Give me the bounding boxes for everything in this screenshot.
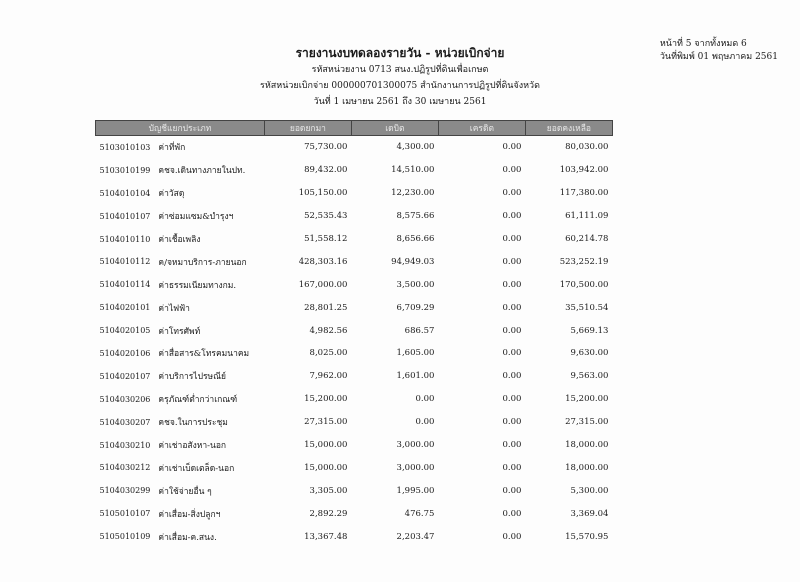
account-name: ค่าที่พัก	[158, 143, 186, 154]
account-name: ค่าเช่าอสังหา-นอก	[158, 441, 227, 452]
credit-amount: 0.00	[502, 508, 522, 519]
credit-amount: 0.00	[502, 531, 522, 542]
account-code: 5104010110	[99, 234, 151, 244]
trial-balance-table	[95, 120, 613, 548]
account-code: 5104010104	[99, 188, 151, 198]
closing-balance: 5,300.00	[570, 485, 609, 496]
account-code: 5103010103	[99, 142, 151, 152]
account-code: 5104020106	[99, 348, 151, 358]
opening-balance: 15,000.00	[304, 440, 348, 451]
table-row	[96, 525, 613, 548]
table-body	[96, 136, 613, 549]
account-code: 5104010107	[99, 211, 151, 221]
account-name: ค่าโทรศัพท์	[158, 326, 201, 337]
credit-amount: 0.00	[502, 188, 522, 199]
closing-balance: 3,369.04	[570, 508, 609, 519]
credit-column-header: เครดิต	[438, 121, 525, 136]
credit-amount: 0.00	[502, 302, 522, 313]
debit-amount: 8,656.66	[396, 234, 435, 244]
table-row	[96, 228, 613, 251]
account-name: คชจ.ในการประชุม	[158, 418, 228, 429]
debit-amount: 1,601.00	[396, 371, 435, 382]
table-row	[96, 159, 613, 182]
page-info	[660, 38, 778, 64]
account-code: 5104030206	[99, 394, 151, 404]
debit-amount: 476.75	[404, 508, 435, 519]
account-name: ค่าเชื้อเพลิง	[158, 235, 201, 245]
account-code: 5105010107	[99, 509, 151, 519]
credit-amount: 0.00	[502, 371, 522, 382]
opening-balance: 7,962.00	[309, 371, 348, 382]
credit-amount: 0.00	[502, 325, 522, 336]
opening-balance: 428,303.16	[298, 256, 348, 267]
account-column-header: บัญชีแยกประเภท	[96, 121, 265, 136]
balance-column-header: ยอดคงเหลือ	[525, 121, 612, 136]
closing-balance: 60,214.78	[565, 234, 609, 244]
closing-balance: 27,315.00	[565, 417, 609, 428]
closing-balance: 18,000.00	[565, 462, 609, 473]
debit-amount: 3,500.00	[396, 279, 435, 290]
account-name: ค่าเช่าเบ็ดเตล็ด-นอก	[158, 463, 235, 474]
table-row	[96, 319, 613, 342]
table-row	[96, 365, 613, 388]
opening-balance: 27,315.00	[304, 417, 348, 428]
closing-balance: 35,510.54	[565, 302, 609, 313]
opening-balance: 105,150.00	[298, 188, 348, 199]
table-row	[96, 411, 613, 434]
account-name: ค/จหมาบริการ-ภายนอก	[158, 257, 247, 268]
closing-balance: 61,111.09	[565, 211, 609, 222]
closing-balance: 18,000.00	[565, 440, 609, 451]
debit-amount: 2,203.47	[396, 531, 435, 542]
table-header-row	[96, 121, 613, 136]
closing-balance: 9,563.00	[570, 371, 609, 382]
account-code: 5104030212	[99, 463, 151, 473]
debit-amount: 4,300.00	[396, 142, 435, 153]
credit-amount: 0.00	[502, 279, 522, 290]
closing-balance: 15,200.00	[565, 394, 609, 405]
account-code: 5103010199	[99, 165, 151, 175]
report-title: รายงานงบทดลองรายวัน - หน่วยเบิกจ่าย	[295, 46, 505, 60]
debit-amount: 14,510.00	[391, 165, 435, 176]
opening-balance: 51,558.12	[304, 234, 348, 244]
disbursement-unit-line: รหัสหน่วยเบิกจ่าย 000000701300075 สำนักงานการปฏิรูปที่ดินจังหวัด	[260, 81, 540, 91]
table-row	[96, 479, 613, 502]
account-name: ค่าวัสดุ	[158, 189, 185, 200]
table-row	[96, 456, 613, 479]
debit-amount: 1,605.00	[396, 348, 435, 359]
account-name: ค่าสื่อสาร&โทรคมนาคม	[158, 349, 250, 360]
print-date: วันที่พิมพ์ 01 พฤษภาคม 2561	[659, 52, 778, 62]
debit-amount: 0.00	[415, 394, 435, 405]
opening-balance: 28,801.25	[304, 302, 348, 313]
closing-balance: 103,942.00	[559, 165, 609, 176]
opening-balance: 15,000.00	[304, 462, 348, 473]
credit-amount: 0.00	[502, 165, 522, 176]
debit-amount: 8,575.66	[396, 211, 435, 222]
closing-balance: 523,252.19	[559, 256, 609, 267]
table-row	[96, 342, 613, 365]
credit-amount: 0.00	[502, 462, 522, 473]
table-row	[96, 250, 613, 273]
table-row	[96, 273, 613, 296]
table-row	[96, 388, 613, 411]
debit-amount: 12,230.00	[391, 188, 435, 199]
closing-balance: 80,030.00	[565, 142, 609, 153]
account-name: ค่าบริการไปรษณีย์	[158, 372, 227, 383]
credit-amount: 0.00	[502, 211, 522, 222]
debit-column-header: เดบิต	[351, 121, 438, 136]
closing-balance: 117,380.00	[559, 188, 609, 199]
account-code: 5104030299	[99, 486, 151, 496]
closing-balance: 15,570.95	[565, 531, 609, 542]
credit-amount: 0.00	[502, 348, 522, 359]
table-row	[96, 136, 613, 159]
table-row	[96, 296, 613, 319]
table-row	[96, 502, 613, 525]
account-code: 5104020107	[99, 371, 151, 381]
opening-balance: 4,982.56	[309, 325, 348, 336]
closing-balance: 5,669.13	[570, 325, 609, 336]
page-number: หน้าที่ 5 จากทั้งหมด 6	[659, 39, 747, 49]
account-name: ค่าซ่อมแซม&บำรุงฯ	[158, 212, 234, 223]
debit-amount: 6,709.29	[396, 302, 435, 313]
debit-amount: 0.00	[415, 417, 435, 428]
table-row	[96, 205, 613, 228]
credit-amount: 0.00	[502, 485, 522, 496]
credit-amount: 0.00	[502, 417, 522, 428]
debit-amount: 686.57	[404, 325, 435, 336]
closing-balance: 9,630.00	[570, 348, 609, 359]
debit-amount: 3,000.00	[396, 440, 435, 451]
account-code: 5104020105	[99, 326, 151, 336]
opening-balance: 89,432.00	[304, 165, 348, 176]
credit-amount: 0.00	[502, 234, 522, 244]
credit-amount: 0.00	[502, 256, 522, 267]
account-name: ค่าใช้จ่ายอื่น ๆ	[158, 486, 212, 497]
agency-line: รหัสหน่วยงาน 0713 สนง.ปฏิรูปที่ดินเพื่อเกษต	[311, 65, 489, 75]
opening-balance: 167,000.00	[298, 279, 348, 290]
debit-amount: 94,949.03	[391, 256, 435, 267]
debit-amount: 3,000.00	[396, 462, 435, 473]
debit-amount: 1,995.00	[396, 485, 435, 496]
account-code: 5104020101	[99, 303, 151, 313]
table-row	[96, 434, 613, 457]
closing-balance: 170,500.00	[559, 279, 609, 290]
account-name: ค่าไฟฟ้า	[158, 303, 190, 314]
account-name: ค่าธรรมเนียมทางกม.	[158, 280, 237, 291]
account-code: 5104010112	[99, 257, 151, 267]
opening-balance: 2,892.29	[309, 508, 348, 519]
table-row	[96, 182, 613, 205]
credit-amount: 0.00	[502, 394, 522, 405]
account-name: ครุภัณฑ์ต่ำกว่าเกณฑ์	[158, 395, 238, 406]
account-code: 5104030207	[99, 417, 151, 427]
account-code: 5105010109	[99, 532, 151, 542]
date-range-line: วันที่ 1 เมษายน 2561 ถึง 30 เมษายน 2561	[313, 97, 487, 107]
opening-balance: 75,730.00	[304, 142, 348, 153]
opening-balance: 8,025.00	[309, 348, 348, 359]
opening-column-header: ยอดยกมา	[264, 121, 351, 136]
credit-amount: 0.00	[502, 142, 522, 153]
opening-balance: 3,305.00	[309, 485, 348, 496]
account-name: คชจ.เดินทางภายในปท.	[158, 166, 246, 177]
opening-balance: 15,200.00	[304, 394, 348, 405]
opening-balance: 52,535.43	[304, 211, 348, 222]
opening-balance: 13,367.48	[304, 531, 348, 542]
account-code: 5104010114	[99, 280, 151, 290]
credit-amount: 0.00	[502, 440, 522, 451]
account-name: ค่าเสื่อม-ค.สนง.	[158, 532, 217, 543]
account-name: ค่าเสื่อม-สิ่งปลูกฯ	[158, 509, 221, 520]
account-code: 5104030210	[99, 440, 151, 450]
